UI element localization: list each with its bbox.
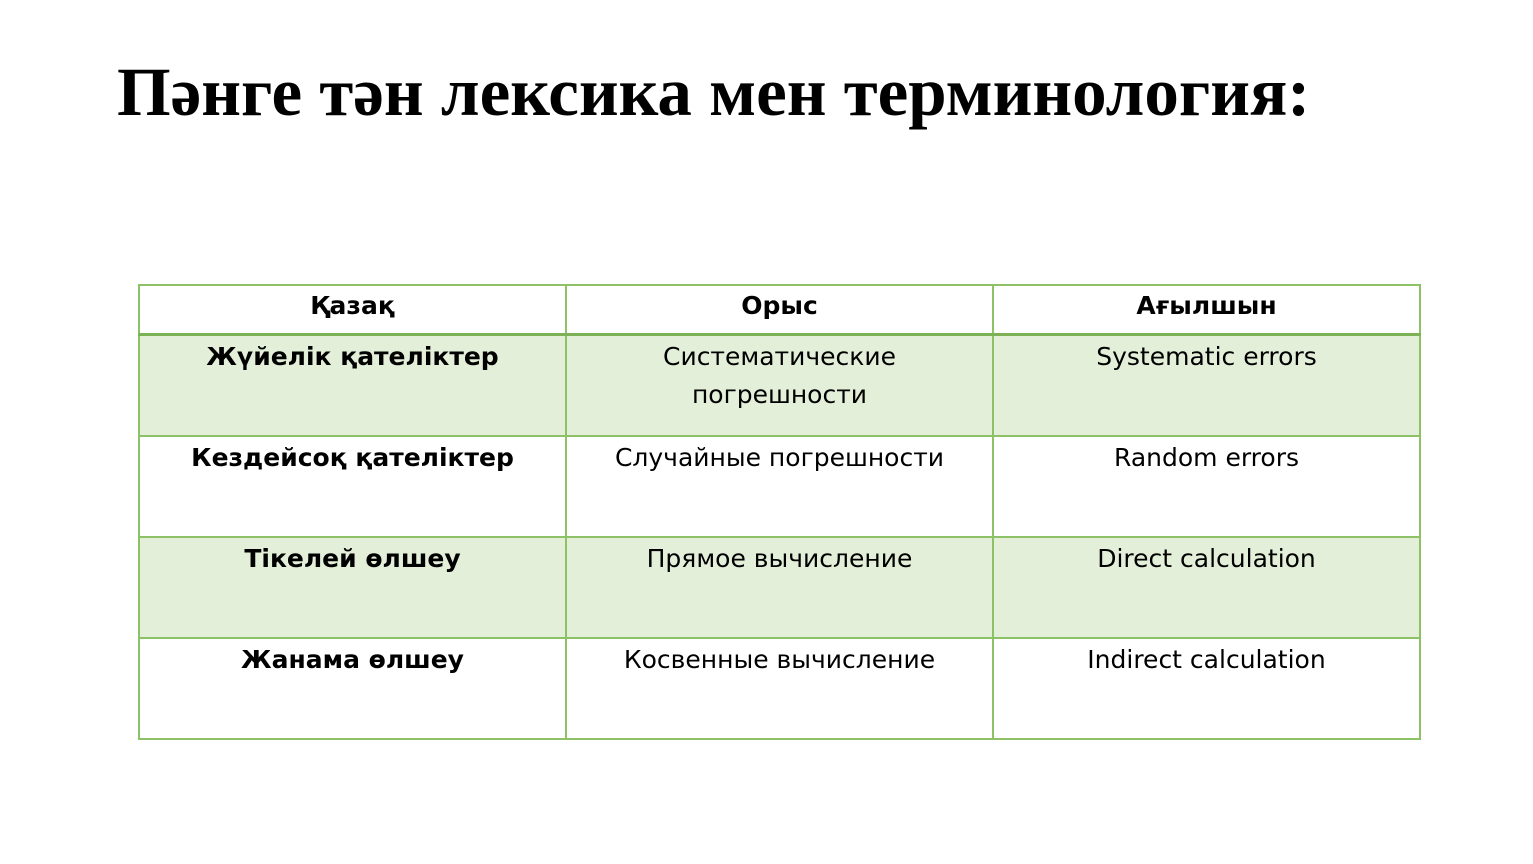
cell-russian: Случайные погрешности: [566, 436, 993, 537]
table-header-row: [139, 285, 1420, 335]
cell-kazakh: Кездейсоқ қателіктер: [139, 436, 566, 537]
slide-title: Пәнге тән лексика мен терминология:: [117, 54, 1311, 130]
cell-russian: Косвенные вычисление: [566, 638, 993, 739]
cell-english: Indirect calculation: [993, 638, 1420, 739]
table-row: [139, 335, 1420, 437]
cell-kazakh: Жүйелік қателіктер: [139, 335, 566, 437]
cell-english: Direct calculation: [993, 537, 1420, 638]
header-kazakh: Қазақ: [139, 285, 566, 335]
table-row: [139, 436, 1420, 537]
terminology-table: [138, 284, 1421, 740]
cell-english: Systematic errors: [993, 335, 1420, 437]
cell-russian: Систематические погрешности: [566, 335, 993, 437]
cell-kazakh: Жанама өлшеу: [139, 638, 566, 739]
header-russian: Орыс: [566, 285, 993, 335]
table-row: [139, 537, 1420, 638]
header-english: Ағылшын: [993, 285, 1420, 335]
table-row: [139, 638, 1420, 739]
cell-russian: Прямое вычисление: [566, 537, 993, 638]
cell-kazakh: Тікелей өлшеу: [139, 537, 566, 638]
cell-english: Random errors: [993, 436, 1420, 537]
